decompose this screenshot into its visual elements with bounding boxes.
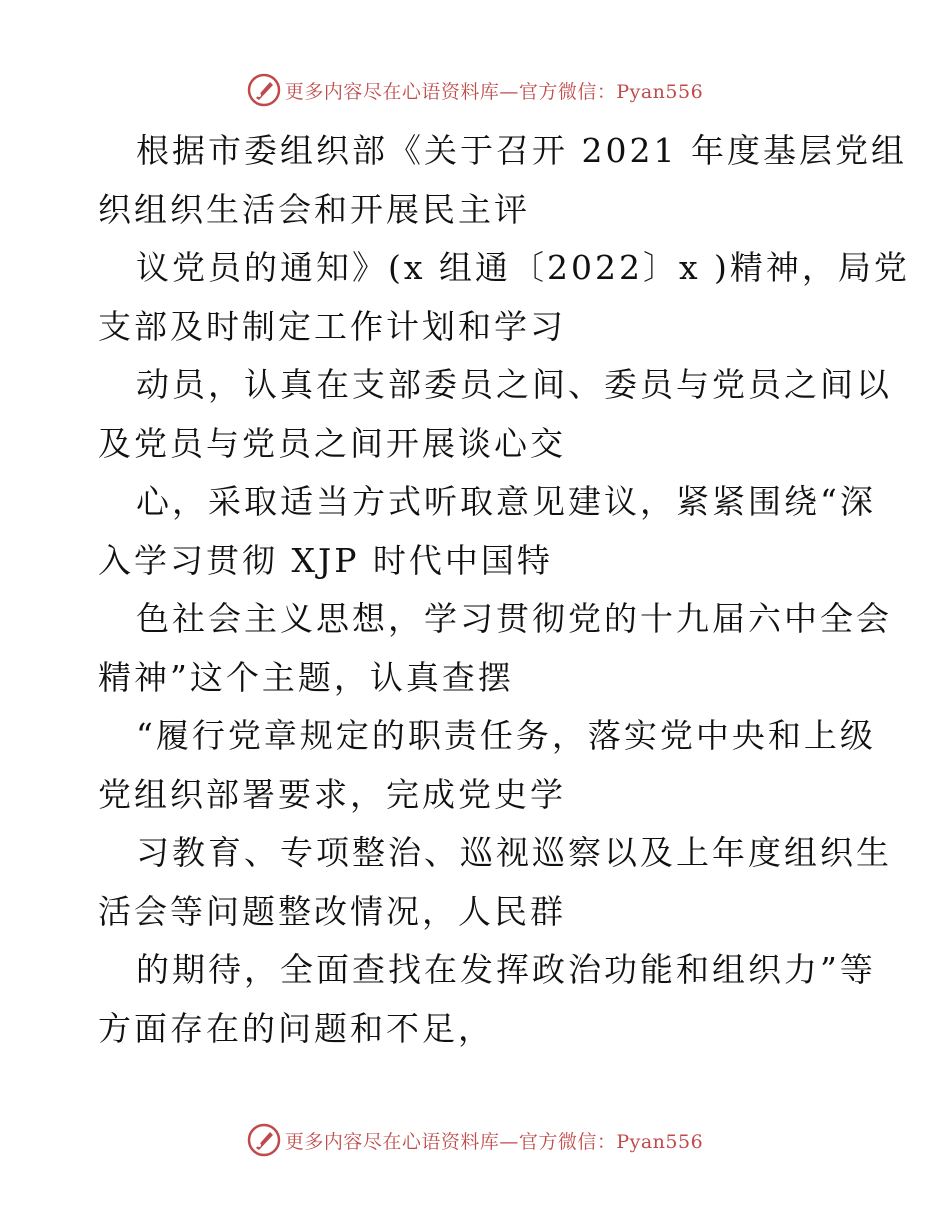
header-banner-text: 更多内容尽在心语资料库—官方微信：Pyan556 [284, 80, 704, 103]
text-line: 精神”这个主题，认真查摆 [98, 657, 514, 697]
text-line: 心，采取适当方式听取意见建议，紧紧围绕“深 [136, 482, 876, 521]
text-line: 色社会主义思想，学习贯彻党的十九届六中全会 [136, 599, 892, 638]
text-line: 根据市委组织部《关于召开 2021 年度基层党组 [136, 131, 907, 170]
text-line: 议党员的通知》(x 组通〔2022〕x )精神，局党 [136, 248, 910, 287]
pen-logo-icon [247, 1123, 281, 1157]
text-line: “履行党章规定的职责任务，落实党中央和上级 [136, 716, 876, 755]
header-banner [0, 70, 950, 110]
text-line: 活会等问题整改情况，人民群 [98, 891, 566, 931]
text-line: 的期待，全面查找在发挥政治功能和组织力”等 [136, 950, 876, 989]
document-body [98, 122, 910, 1058]
text-line: 方面存在的问题和不足， [98, 1008, 494, 1048]
text-line: 动员，认真在支部委员之间、委员与党员之间以 [136, 365, 892, 404]
text-line: 织组织生活会和开展民主评 [98, 189, 530, 229]
text-line: 入学习贯彻 XJP 时代中国特 [98, 540, 553, 580]
pen-logo-icon [247, 73, 281, 107]
text-line: 支部及时制定工作计划和学习 [98, 306, 566, 346]
footer-banner-text: 更多内容尽在心语资料库—官方微信：Pyan556 [284, 1130, 704, 1153]
text-line: 习教育、专项整治、巡视巡察以及上年度组织生 [136, 833, 892, 872]
text-line: 党组织部署要求，完成党史学 [98, 774, 566, 814]
text-line: 及党员与党员之间开展谈心交 [98, 423, 566, 463]
footer-banner [0, 1120, 950, 1160]
